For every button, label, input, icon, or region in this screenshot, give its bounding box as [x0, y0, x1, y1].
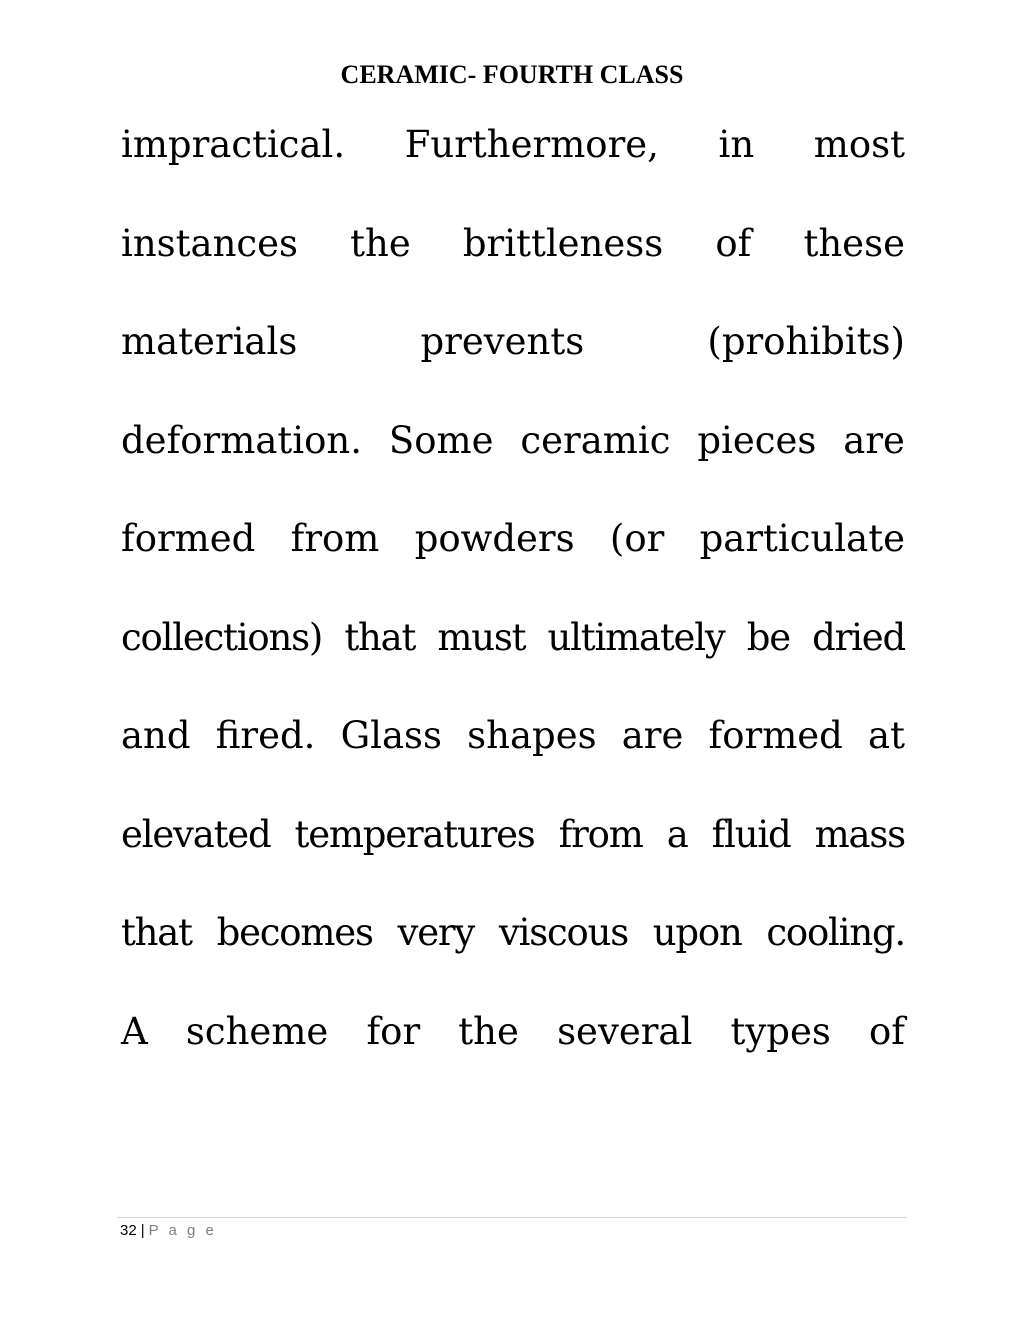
word: and — [121, 714, 191, 757]
word: cooling. — [766, 911, 905, 954]
word: formed — [121, 517, 256, 560]
word: becomes — [216, 911, 373, 954]
word: the — [458, 1009, 519, 1053]
page-label: P a g e — [148, 1222, 217, 1239]
word: Glass — [340, 714, 443, 757]
word: brittleness — [462, 221, 664, 265]
word: very — [397, 911, 475, 954]
page-footer — [120, 1222, 217, 1239]
word: temperatures — [294, 812, 535, 856]
text-line — [121, 906, 905, 1005]
word: shapes — [467, 714, 597, 757]
footer-divider — [117, 1217, 907, 1218]
word: from — [290, 517, 380, 560]
word: that — [121, 911, 192, 954]
footer-separator: | — [140, 1222, 145, 1239]
word: (prohibits) — [707, 320, 905, 363]
word: ceramic — [520, 418, 671, 462]
word: for — [366, 1009, 421, 1053]
word: pieces — [697, 418, 817, 462]
word: collections) — [121, 615, 323, 659]
word: of — [868, 1009, 905, 1053]
text-line — [121, 808, 905, 907]
word: these — [803, 221, 905, 265]
word: upon — [652, 911, 742, 954]
text-line — [121, 611, 905, 710]
word: ultimately — [547, 615, 725, 659]
page-number: 32 — [120, 1222, 137, 1239]
word: of — [715, 221, 752, 265]
text-line — [121, 217, 905, 316]
text-line — [121, 512, 905, 611]
text-line — [121, 709, 905, 808]
word: types — [730, 1009, 831, 1053]
word: are — [621, 714, 684, 757]
word: from — [558, 812, 643, 856]
body-text — [121, 118, 905, 1103]
word: powders — [414, 517, 575, 560]
word: fired. — [215, 714, 316, 757]
word: particulate — [699, 517, 905, 560]
word: the — [350, 221, 411, 265]
word: impractical. — [121, 123, 346, 166]
word: Furthermore, — [404, 123, 659, 166]
word: instances — [121, 221, 299, 265]
word: must — [437, 615, 526, 659]
word: deformation. — [121, 418, 362, 462]
page-header-title: CERAMIC- FOURTH CLASS — [340, 60, 684, 89]
word: elevated — [121, 812, 271, 856]
word: (or — [609, 517, 665, 560]
word: several — [557, 1009, 693, 1053]
word: dried — [812, 615, 905, 659]
text-line — [121, 118, 905, 217]
word: Some — [388, 418, 494, 462]
word: be — [746, 615, 790, 659]
word: prevents — [420, 320, 585, 363]
word: fluid — [711, 812, 791, 856]
word: viscous — [498, 911, 629, 954]
word: at — [868, 714, 905, 757]
text-line — [121, 1005, 905, 1104]
word: are — [843, 418, 905, 462]
word: that — [344, 615, 416, 659]
word: A — [121, 1009, 148, 1053]
word: formed — [708, 714, 843, 757]
text-line — [121, 315, 905, 414]
word: scheme — [185, 1009, 329, 1053]
word: a — [666, 812, 688, 856]
word: materials — [121, 320, 298, 363]
word: most — [813, 123, 905, 166]
word: mass — [814, 812, 905, 856]
text-line — [121, 414, 905, 513]
word: in — [718, 123, 755, 166]
